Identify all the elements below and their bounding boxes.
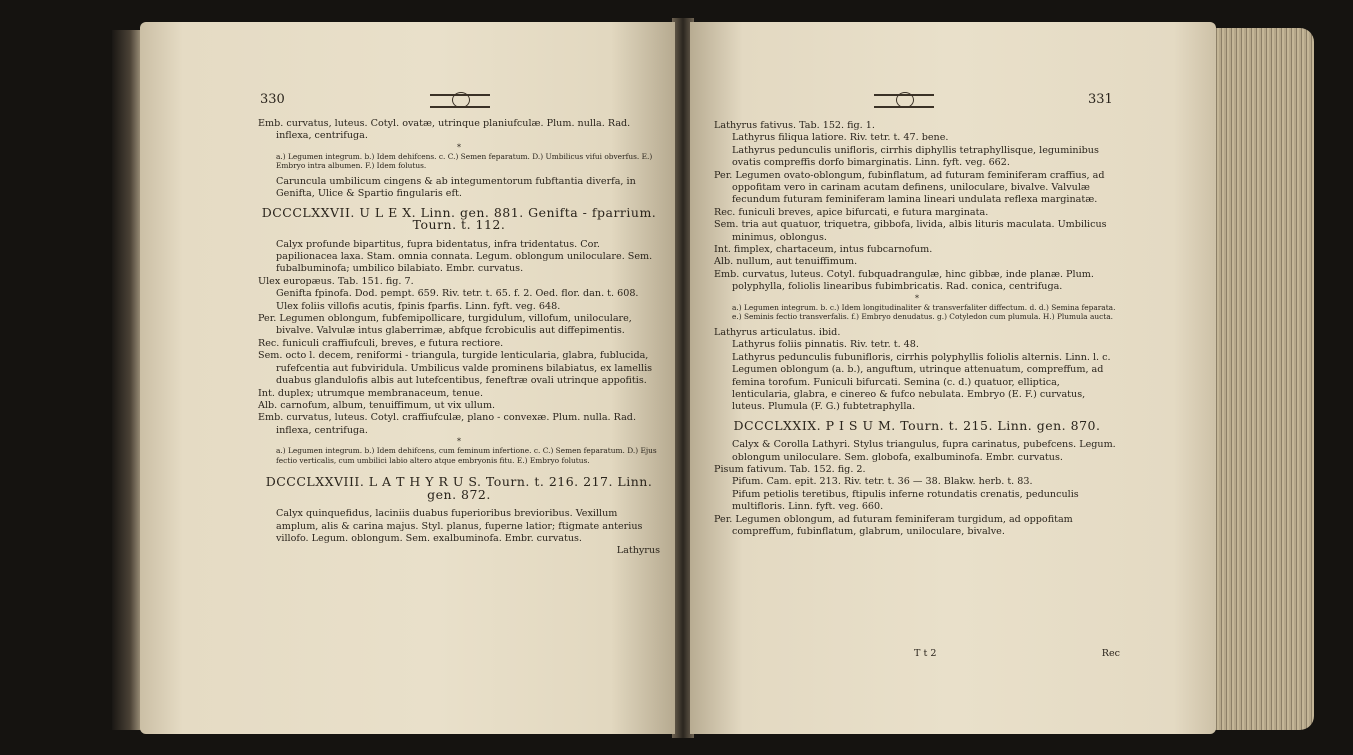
- paragraph: Calyx quinquefidus, laciniis duabus fuperioribus brevioribus. Vexillum amplum, alis & carina majus. Styl. planus, fuperne latior; ftigmate anterius villofo. Legum. oblongum. Sem. exalbuminofa. Embr. curvatus.: [276, 508, 643, 544]
- asterisk-separator: *: [457, 437, 461, 447]
- figure-legend: a.) Legumen integrum. b. c.) Idem longitudinaliter & transverfaliter diffectum. d. d.) Semina feparata. e.) Seminis fectio transverfalis. f.) Embryo denudatus. g.) Cotyledon cum plumula. H.) Plumula aucta.: [732, 302, 1116, 322]
- paragraph: Genifta fpinofa. Dod. pempt. 659. Riv. tetr. t. 65. f. 2. Oed. flor. dan. t. 608.: [276, 288, 639, 300]
- signature-mark: T t 2: [914, 648, 937, 659]
- right-page-text: [714, 120, 1120, 659]
- paragraph: Caruncula umbilicum cingens & ab integumentorum fubftantia diverfa, in Genifta, Ulice & Spartio fingularis eft.: [276, 176, 636, 200]
- paragraph: Lathyrus pedunculis fubunifloris, cirrhis polyphyllis foliolis alternis. Linn. l. c.: [732, 351, 1111, 363]
- entry-line: Emb. curvatus, luteus. Cotyl. ovatæ, utrinque planiufculæ. Plum. nulla. Rad. inflexa, centrifuga.: [258, 118, 631, 142]
- genus-heading: DCCCLXXIX. P I S U M. Tourn. t. 215. Linn. gen. 870.: [733, 417, 1101, 433]
- left-page-text: [258, 118, 660, 558]
- ornament-right: [874, 94, 934, 108]
- entry-line: Emb. curvatus, luteus. Cotyl. fubquadrangulæ, hinc gibbæ, inde planæ. Plum. polyphylla, foliolis linearibus fubimbricatis. Rad. conica, centrifuga.: [714, 268, 1094, 293]
- entry-line: Lathyrus articulatus. ibid.: [714, 326, 841, 338]
- page-number-right: 331: [1088, 92, 1113, 107]
- paragraph: Lathyrus filiqua latiore. Riv. tetr. t. 47. bene.: [732, 132, 949, 144]
- book-left-edge: [112, 30, 142, 730]
- entry-line: Lathyrus fativus. Tab. 152. fig. 1.: [714, 120, 875, 131]
- genus-heading: DCCCLXXVIII. L A T H Y R U S. Tourn. t. 216. 217. Linn. gen. 872.: [265, 474, 653, 502]
- paragraph: Pifum. Cam. epit. 213. Riv. tetr. t. 36 — 38. Blakw. herb. t. 83.: [732, 476, 1033, 488]
- paragraph: Ulex foliis villofis acutis, fpinis fparfis. Linn. fyft. veg. 648.: [276, 300, 561, 312]
- entry-line: Emb. curvatus, luteus. Cotyl. craffiufculæ, plano - convexæ. Plum. nulla. Rad. inflexa, centrifuga.: [258, 412, 636, 436]
- entry-line: Per. Legumen ovato-oblongum, fubinflatum, ad futuram feminiferam craffius, ad oppofitam vero in carinam acutam definens, uniloculare, bivalve. Valvulæ fecundum futuram feminiferam lamina lineari undulata reflexa marginatæ.: [714, 169, 1105, 206]
- paragraph: Legumen oblongum (a. b.), anguftum, utrinque attenuatum, compreffum, ad femina torofum. Funiculi bifurcati. Semina (c. d.) quatuor, elliptica, lenticularia, glabra, e cinereo & fufco nebulata. Embryo (E. F.) curvatus, luteus. Plumula (F. G.) fubtetraphylla.: [732, 364, 1104, 413]
- entry-line: Pisum fativum. Tab. 152. fig. 2.: [714, 463, 866, 475]
- entry-line: Alb. nullum, aut tenuiffimum.: [714, 256, 858, 268]
- book-right-edge: [1214, 28, 1314, 730]
- asterisk-separator: *: [915, 293, 919, 303]
- right-page: [690, 22, 1216, 734]
- entry-line: Alb. carnofum, album, tenuiffimum, ut vix ullum.: [258, 399, 496, 411]
- entry-line: Int. duplex; utrumque membranaceum, tenue.: [258, 387, 484, 399]
- paragraph: Lathyrus foliis pinnatis. Riv. tetr. t. 48.: [732, 339, 919, 351]
- paragraph: Lathyrus pedunculis unifloris, cirrhis diphyllis tetraphyllisque, leguminibus ovatis compreffis dorfo bimarginatis. Linn. fyft. veg. 662.: [732, 144, 1099, 169]
- catchword: Lathyrus: [616, 545, 660, 557]
- paragraph: Calyx & Corolla Lathyri. Stylus triangulus, fupra carinatus, pubefcens. Legum. oblongum uniloculare. Sem. globofa, exalbuminofa. Embr. curvatus.: [732, 439, 1116, 463]
- paragraph: Calyx profunde bipartitus, fupra bidentatus, infra tridentatus. Cor. papilionacea laxa. Stam. omnia connata. Legum. oblongum uniloculare. Sem. fubalbuminofa; umbilico bilabiato. Embr. curvatus.: [276, 238, 653, 275]
- entry-line: Rec. funiculi craffiufculi, breves, e futura rectiore.: [258, 337, 504, 349]
- entry-line: Sem. tria aut quatuor, triquetra, gibbofa, livida, albis lituris maculata. Umbilicus minimus, oblongus.: [714, 219, 1107, 243]
- ornament-left: [430, 94, 490, 108]
- left-page: [140, 22, 675, 734]
- entry-line: Rec. funiculi breves, apice bifurcati, e futura marginata.: [714, 206, 989, 218]
- genus-heading: DCCCLXXVII. U L E X. Linn. gen. 881. Genifta - fparrium. Tourn. t. 112.: [261, 204, 657, 233]
- asterisk-separator: *: [457, 142, 461, 152]
- figure-legend: a.) Legumen integrum. b.) Idem dehifcens, cum feminum infertione. c. C.) Semen feparatum. D.) Ejus fectio verticalis, cum umbilici labio altero atque embryonis fitu. E.) Embryo folutus.: [276, 446, 657, 465]
- entry-line: Sem. octo l. decem, reniformi - triangula, turgide lenticularia, glabra, fublucida, rufefcentia aut fubviridula. Umbilicus valde prominens bilabiatus, ex lamellis duabus glandulofis albis aut lutefcentibus, feneftræ ovali utrinque appofitis.: [258, 350, 653, 387]
- page-number-left: 330: [260, 92, 285, 107]
- entry-line: Per. Legumen oblongum, fubfemipollicare, turgidulum, villofum, uniloculare, bivalve. Valvulæ intus glaberrimæ, abfque fcrobiculis aut diffepimentis.: [258, 313, 632, 337]
- entry-line: Per. Legumen oblongum, ad futuram feminiferam turgidum, ad oppofitam compreffum, fubinflatum, glabrum, uniloculare, bivalve.: [714, 513, 1073, 537]
- spacer: [258, 465, 660, 470]
- entry-line: Int. fimplex, chartaceum, intus fubcarnofum.: [714, 244, 933, 256]
- catchword: Rec: [1101, 648, 1120, 659]
- entry-line: Ulex europæus. Tab. 151. fig. 7.: [258, 275, 414, 287]
- paragraph: Pifum petiolis teretibus, ftipulis inferne rotundatis crenatis, pedunculis multifloris. Linn. fyft. veg. 660.: [732, 488, 1079, 513]
- figure-legend: a.) Legumen integrum. b.) Idem dehifcens. c. C.) Semen feparatum. D.) Umbilicus vifui obverfus. E.) Embryo intra albumen. F.) Idem folutus.: [276, 151, 653, 171]
